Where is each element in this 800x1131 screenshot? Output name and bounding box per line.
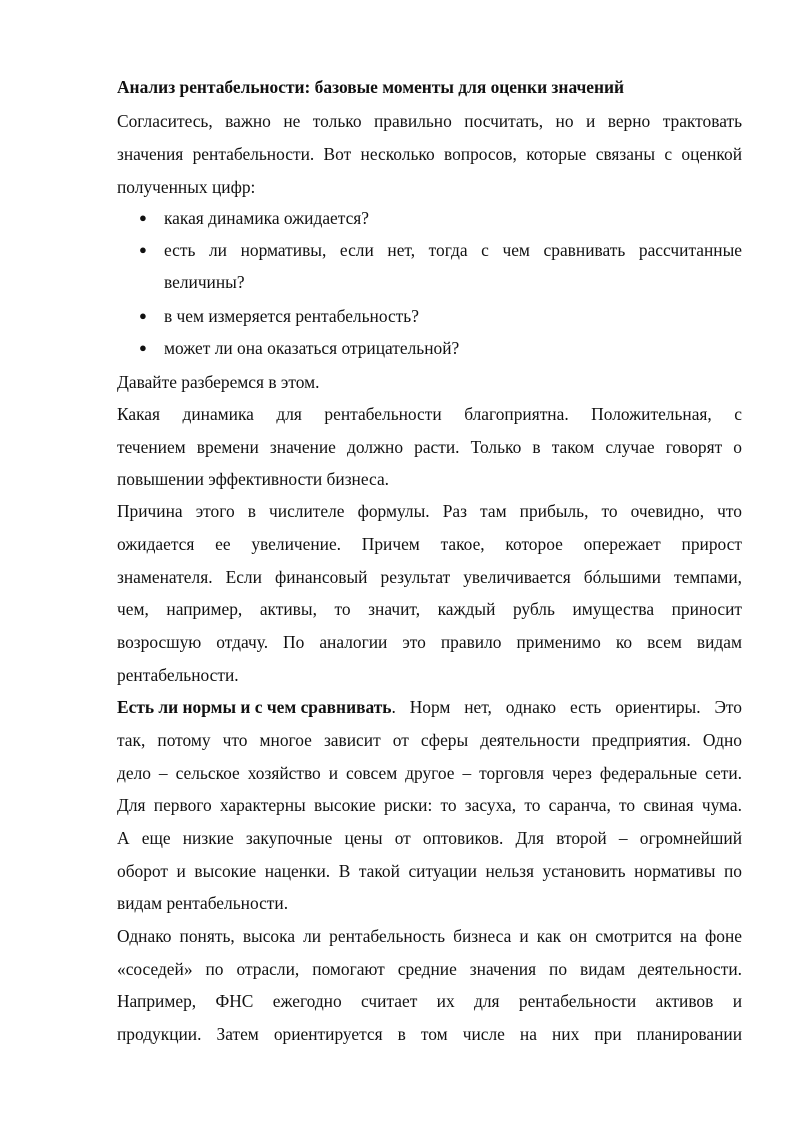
paragraph-line: чем, например, активы, то значит, каждый рубль имущества приносит	[117, 599, 742, 619]
norms-first-line-rest: . Норм нет, однако есть ориентиры. Это	[391, 697, 742, 717]
paragraph-line: течением времени значение должно расти. Только в таком случае говорят о	[117, 437, 742, 457]
norms-heading: Есть ли нормы и с чем сравнивать	[117, 697, 392, 717]
paragraph-line: Какая динамика для рентабельности благоприятна. Положительная, с	[117, 404, 742, 424]
paragraph-line: возросшую отдачу. По аналогии это правило применимо ко всем видам	[117, 632, 742, 652]
paragraph-line: ожидается ее увеличение. Причем такое, которое опережает прирост	[117, 534, 742, 554]
list-item-text: может ли она оказаться отрицательной?	[164, 338, 460, 358]
paragraph-line: дело – сельское хозяйство и совсем другое – торговля через федеральные сети.	[117, 763, 742, 783]
intro-line: Согласитесь, важно не только правильно посчитать, но и верно трактовать	[117, 111, 742, 131]
paragraph-line: «соседей» по отрасли, помогают средние значения по видам деятельности.	[117, 959, 742, 979]
intro-line: полученных цифр:	[117, 177, 256, 197]
bullet-icon: ●	[139, 308, 147, 323]
list-item-text: какая динамика ожидается?	[164, 208, 370, 228]
document-heading: Анализ рентабельности: базовые моменты для оценки значений	[117, 77, 625, 97]
paragraph-line: знаменателя. Если финансовый результат увеличивается бóльшими темпами,	[117, 567, 742, 587]
bullet-icon: ●	[139, 242, 147, 257]
list-item	[117, 238, 742, 262]
paragraph-line: так, потому что многое зависит от сферы деятельности предприятия. Одно	[117, 730, 742, 750]
paragraph-line: А еще низкие закупочные цены от оптовиков. Для второй – огромнейший	[117, 828, 742, 848]
list-item-text: есть ли нормативы, если нет, тогда с чем сравнивать рассчитанные	[164, 240, 742, 260]
intro-line: значения рентабельности. Вот несколько вопросов, которые связаны с оценкой	[117, 144, 742, 164]
list-item-text: величины?	[164, 272, 245, 292]
paragraph-line: Причина этого в числителе формулы. Раз там прибыль, то очевидно, что	[117, 501, 742, 521]
paragraph-line: Давайте разберемся в этом.	[117, 372, 320, 392]
paragraph-line: Например, ФНС ежегодно считает их для рентабельности активов и	[117, 991, 742, 1011]
bullet-icon: ●	[139, 340, 147, 355]
paragraph-line: оборот и высокие наценки. В такой ситуации нельзя установить нормативы по	[117, 861, 742, 881]
paragraph-line: Однако понять, высока ли рентабельность бизнеса и как он смотрится на фоне	[117, 926, 742, 946]
paragraph-line: рентабельности.	[117, 665, 239, 685]
paragraph-line: видам рентабельности.	[117, 893, 289, 913]
paragraph-line: Для первого характерны высокие риски: то засуха, то саранча, то свиная чума.	[117, 795, 742, 815]
bullet-icon: ●	[139, 210, 147, 225]
paragraph-line	[117, 695, 742, 719]
paragraph-line: повышении эффективности бизнеса.	[117, 469, 390, 489]
list-item-text: в чем измеряется рентабельность?	[164, 306, 419, 326]
paragraph-line: продукции. Затем ориентируется в том числе на них при планировании	[117, 1024, 742, 1044]
